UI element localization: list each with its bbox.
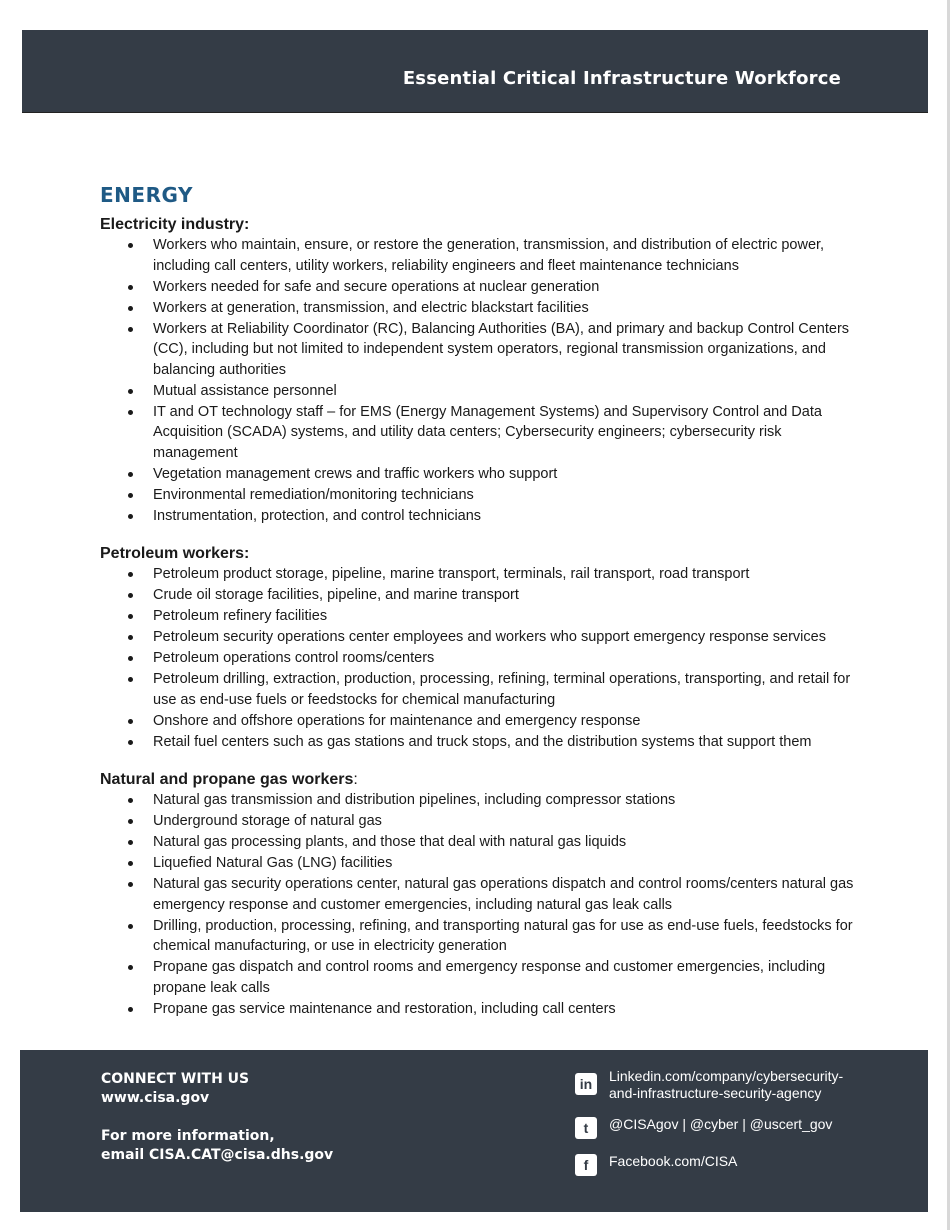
group-heading: [100, 770, 860, 790]
header-bar: [22, 30, 928, 113]
twitter-icon: t: [575, 1117, 597, 1139]
list-item: Propane gas dispatch and control rooms and emergency response and customer emergencies, including propane leak calls: [100, 957, 860, 998]
group-heading: Petroleum workers:: [100, 545, 250, 562]
bullet-list: [100, 564, 860, 752]
list-item: Crude oil storage facilities, pipeline, and marine transport: [100, 585, 860, 606]
footer-social: [575, 1068, 869, 1186]
footer-contact: [101, 1070, 333, 1165]
list-item: Liquefied Natural Gas (LNG) facilities: [100, 853, 860, 874]
social-text: Facebook.com/CISA: [609, 1153, 738, 1169]
list-item: Instrumentation, protection, and control technicians: [100, 506, 860, 527]
list-item: IT and OT technology staff – for EMS (Energy Management Systems) and Supervisory Control and Data Acquisition (SCADA) systems, and utility data centers; Cybersecurity engineers; cybersecurity risk management: [100, 402, 860, 464]
list-item: Retail fuel centers such as gas stations and truck stops, and the distribution systems that support them: [100, 732, 860, 753]
list-item: Petroleum drilling, extraction, production, processing, refining, terminal operations, transporting, and retail for use as end-use fuels or feedstocks for chemical manufacturing: [100, 669, 860, 710]
list-item: Workers needed for safe and secure operations at nuclear generation: [100, 277, 860, 298]
list-item: Natural gas processing plants, and those that deal with natural gas liquids: [100, 832, 860, 853]
social-link-linkedin[interactable]: [575, 1068, 869, 1102]
list-item: Workers who maintain, ensure, or restore the generation, transmission, and distribution of electric power, including call centers, utility workers, reliability engineers and fleet maintenance technicians: [100, 235, 860, 276]
more-info-text: For more information,: [101, 1128, 275, 1144]
list-item: Workers at generation, transmission, and electric blackstart facilities: [100, 298, 860, 319]
list-item: Natural gas transmission and distribution pipelines, including compressor stations: [100, 790, 860, 811]
group-electricity: [100, 215, 860, 526]
social-text: @CISAgov | @cyber | @uscert_gov: [609, 1116, 833, 1132]
website-link[interactable]: www.cisa.gov: [101, 1090, 210, 1106]
section-title: ENERGY: [100, 183, 193, 207]
list-item: Vegetation management crews and traffic workers who support: [100, 464, 860, 485]
bullet-list: [100, 235, 860, 526]
main-content: [100, 183, 860, 1037]
social-link-twitter[interactable]: [575, 1112, 869, 1139]
list-item: Onshore and offshore operations for maintenance and emergency response: [100, 711, 860, 732]
list-item: Propane gas service maintenance and restoration, including call centers: [100, 999, 860, 1020]
group-petroleum: [100, 544, 860, 752]
list-item: Petroleum security operations center employees and workers who support emergency response services: [100, 627, 860, 648]
header-title: Essential Critical Infrastructure Workforce: [402, 68, 841, 89]
list-item: Natural gas security operations center, natural gas operations dispatch and control rooms/centers natural gas emergency response and customer emergencies, including natural gas leak calls: [100, 874, 860, 915]
facebook-icon: f: [575, 1154, 597, 1176]
group-heading-colon: :: [353, 771, 358, 788]
list-item: Workers at Reliability Coordinator (RC), Balancing Authorities (BA), and primary and backup Control Centers (CC), including but not limited to independent system operators, regional transmission organizations, and balancing authorities: [100, 319, 860, 381]
group-heading: Electricity industry:: [100, 216, 250, 233]
social-text: Linkedin.com/company/cybersecurity-and-infrastructure-security-agency: [609, 1068, 844, 1101]
group-natural-gas: [100, 770, 860, 1019]
list-item: Environmental remediation/monitoring technicians: [100, 485, 860, 506]
email-link[interactable]: email CISA.CAT@cisa.dhs.gov: [101, 1147, 334, 1163]
connect-heading: CONNECT WITH US: [101, 1071, 250, 1087]
list-item: Petroleum product storage, pipeline, marine transport, terminals, rail transport, road transport: [100, 564, 860, 585]
footer-bar: [20, 1050, 928, 1212]
list-item: Petroleum refinery facilities: [100, 606, 860, 627]
social-link-facebook[interactable]: [575, 1149, 869, 1176]
list-item: Petroleum operations control rooms/centers: [100, 648, 860, 669]
linkedin-icon: in: [575, 1073, 597, 1095]
list-item: Drilling, production, processing, refining, and transporting natural gas for use as end-use fuels, feedstocks for chemical manufacturing, or use in electricity generation: [100, 916, 860, 957]
list-item: Mutual assistance personnel: [100, 381, 860, 402]
bullet-list: [100, 790, 860, 1019]
group-heading-text: Natural and propane gas workers: [100, 771, 354, 788]
list-item: Underground storage of natural gas: [100, 811, 860, 832]
